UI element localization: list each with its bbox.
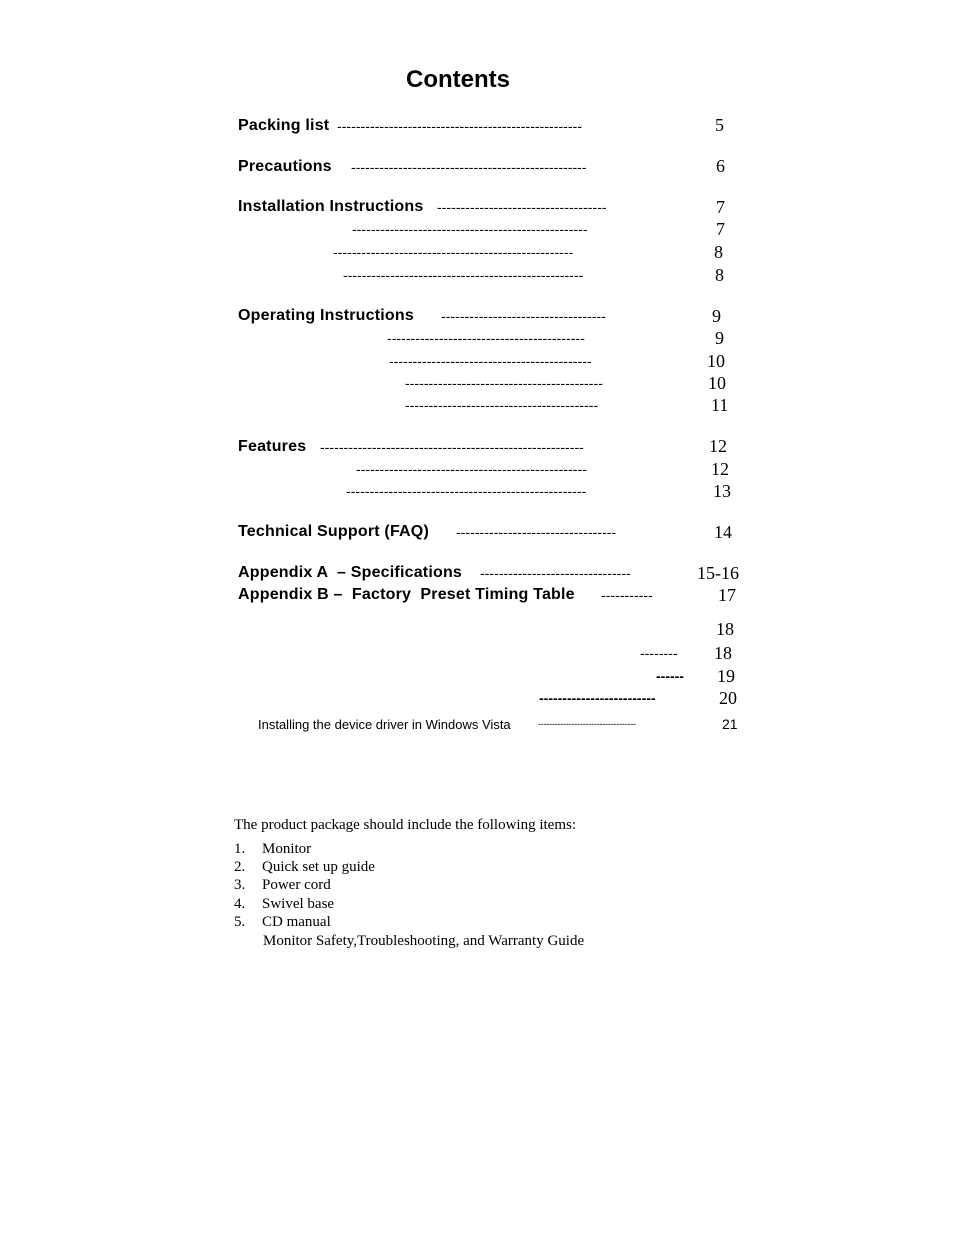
toc-page-number: 21 [722, 716, 738, 732]
toc-page-number: 12 [709, 436, 727, 456]
list-item-number: 2. [234, 859, 246, 875]
toc-precautions-label: Precautions [238, 158, 332, 175]
list-item-number: 1. [234, 841, 246, 857]
toc-page-number: 8 [715, 265, 724, 285]
toc-leader: ------------------------------------------ [387, 330, 585, 346]
toc-leader: --------------------------------------------------- [343, 267, 584, 283]
toc-leader: ------------------------------------------------- [356, 461, 587, 477]
toc-leader: --------------------------------------------------- [333, 244, 574, 260]
list-item-extra: Monitor Safety,Troubleshooting, and Warranty Guide [263, 933, 585, 949]
toc-operating-label: Operating Instructions [238, 307, 414, 324]
toc-page-number: 7 [716, 219, 725, 239]
toc-page-number: 5 [715, 115, 724, 135]
toc-leader: ------------------------- [539, 690, 656, 706]
page-title: Contents [406, 66, 510, 93]
toc-leader: ----------------------------------------- [405, 397, 599, 413]
toc-page-number: 8 [714, 242, 723, 262]
toc-tech-support-label: Technical Support (FAQ) [238, 523, 429, 540]
toc-page-number: 17 [718, 585, 736, 605]
toc-leader: ---------------------------------------------------- [337, 118, 583, 134]
toc-leader: ------ [656, 668, 684, 684]
toc-page-number: 7 [716, 197, 725, 217]
list-item-number: 4. [234, 896, 246, 912]
toc-vista-label: Installing the device driver in Windows Vista [258, 717, 511, 732]
toc-leader: -------- [640, 645, 678, 661]
toc-page-number: 11 [711, 395, 729, 415]
toc-page-number: 19 [717, 666, 735, 686]
toc-leader: --------------------------------------------------- [346, 483, 587, 499]
list-item: Power cord [262, 877, 331, 893]
toc-page-number: 13 [713, 481, 731, 501]
toc-page-number: 10 [708, 373, 726, 393]
toc-leader: ----------------------------------- [538, 719, 636, 729]
toc-page-number: 14 [714, 522, 732, 542]
toc-leader: ---------------------------------- [456, 524, 617, 540]
list-item: Quick set up guide [262, 859, 375, 875]
toc-page-number: 18 [716, 619, 734, 639]
list-item: Swivel base [262, 896, 335, 912]
toc-page-number: 20 [719, 688, 737, 708]
list-item-number: 5. [234, 914, 246, 930]
toc-leader: -------------------------------- [480, 565, 631, 581]
list-item: CD manual [262, 914, 331, 930]
toc-page-number: 15-16 [697, 563, 739, 583]
toc-page-number: 18 [714, 643, 732, 663]
toc-page-number: 12 [711, 459, 729, 479]
list-item: Monitor [262, 841, 312, 857]
toc-installation-label: Installation Instructions [238, 198, 424, 215]
toc-leader: ------------------------------------ [437, 199, 607, 215]
toc-leader: -------------------------------------------------- [351, 159, 587, 175]
toc-page-number: 6 [716, 156, 725, 176]
toc-leader: -------------------------------------------------------- [320, 439, 584, 455]
toc-page-number: 9 [715, 328, 724, 348]
list-item-number: 3. [234, 877, 246, 893]
toc-leader: ------------------------------------------ [405, 375, 603, 391]
toc-leader: -------------------------------------------------- [352, 221, 588, 237]
toc-packing-list-label: Packing list [238, 117, 330, 134]
toc-features-label: Features [238, 438, 307, 455]
toc-leader: ----------------------------------- [441, 308, 606, 324]
toc-page-number: 9 [712, 306, 721, 326]
toc-appendix-a-label: Appendix A – Specifications [238, 564, 463, 581]
toc-leader: ------------------------------------------- [389, 353, 592, 369]
toc-page-number: 10 [707, 351, 725, 371]
packing-intro: The product package should include the following items: [234, 817, 576, 833]
toc-appendix-b-label: Appendix B – Factory Preset Timing Table [238, 586, 575, 603]
toc-leader: ----------- [601, 587, 653, 603]
